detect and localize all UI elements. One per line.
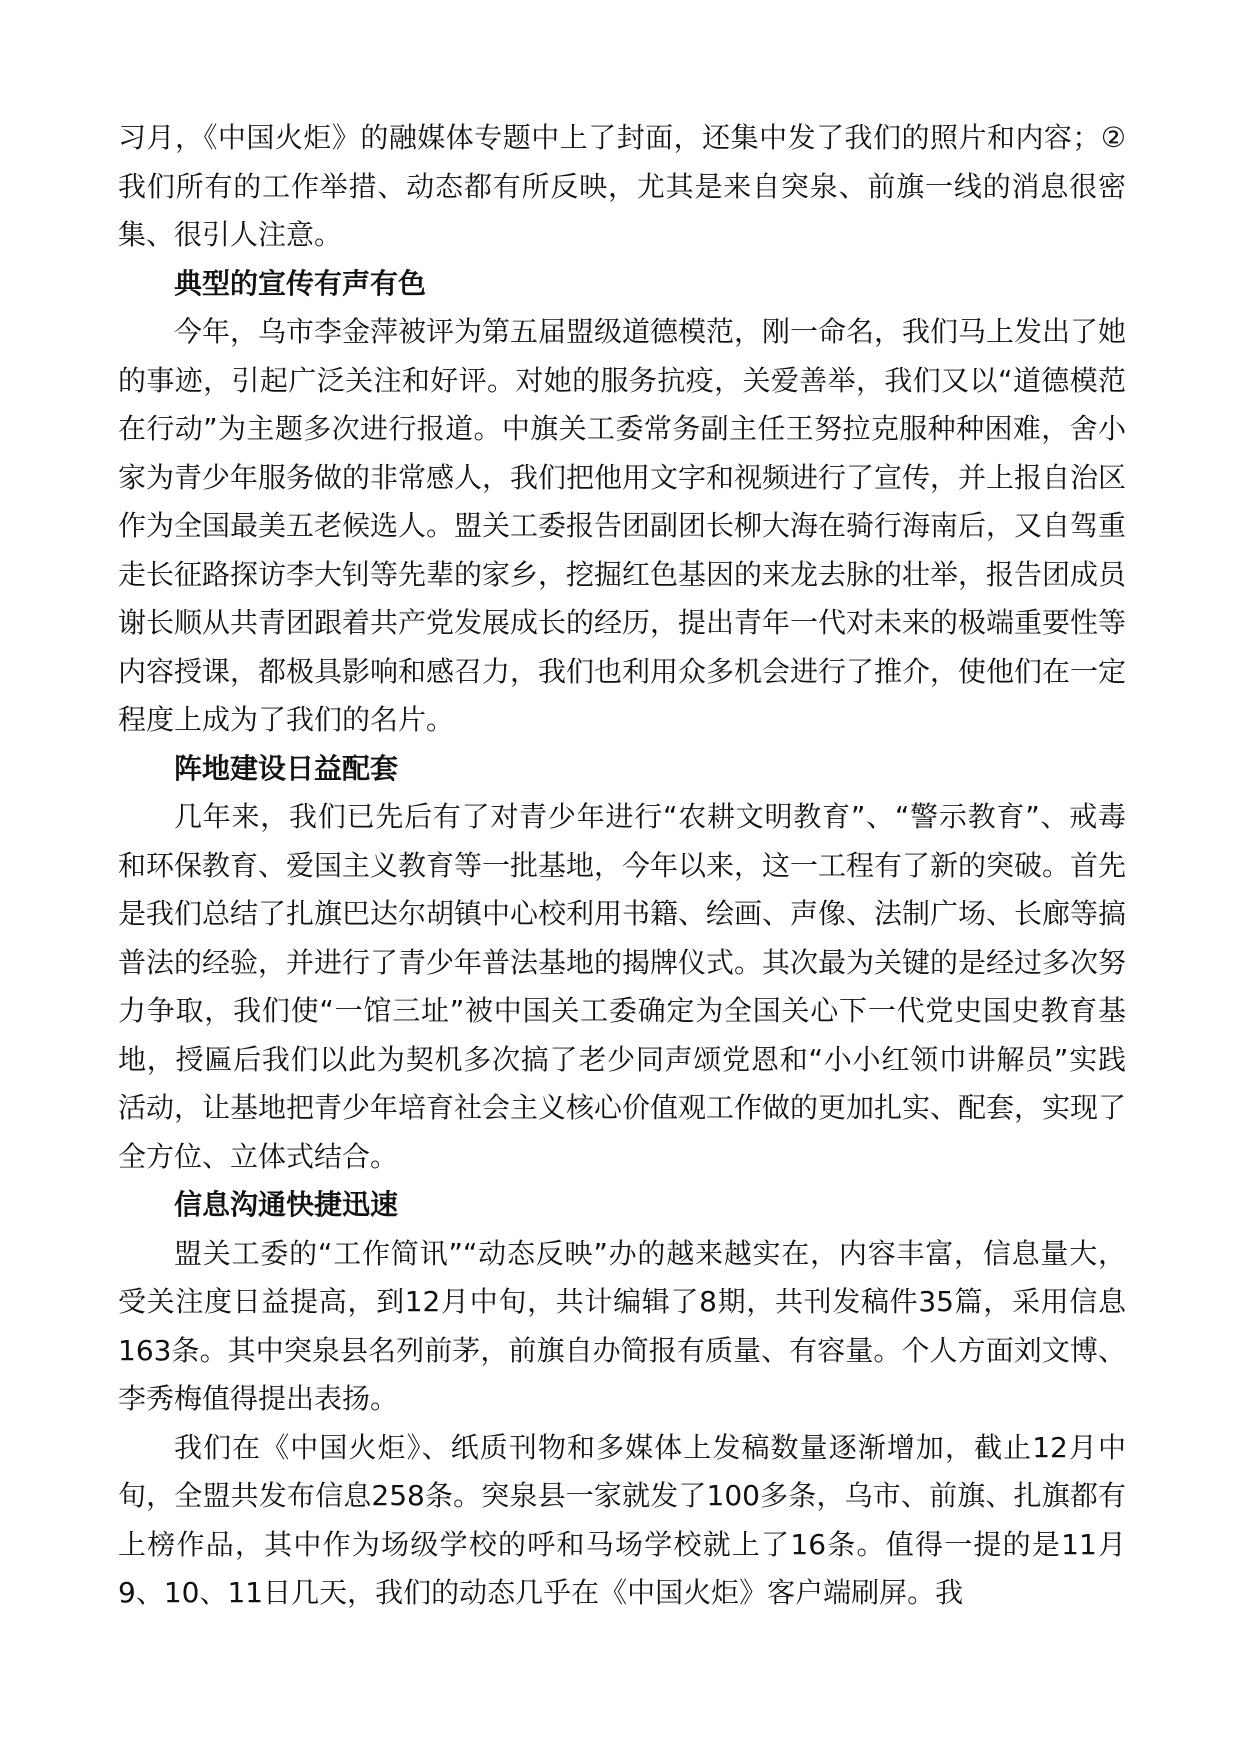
body-paragraph: 我们在《中国火炬》、纸质刊物和多媒体上发稿数量逐渐增加，截止12月中旬，全盟共发布信息258条。突泉县一家就发了100多条，乌市、前旗、扎旗都有上榜作品，其中作为场级学校的呼和马场学校就上了16条。值得一提的是11月9、10、11日几天，我们的动态几乎在《中国火炬》客户端刷屏。我 (118, 1430, 1126, 1609)
section-heading: 典型的宣传有声有色 (174, 266, 427, 300)
section-heading: 阵地建设日益配套 (174, 751, 399, 785)
body-paragraph: 盟关工委的“工作简讯”“动态反映”办的越来越实在，内容丰富，信息量大，受关注度日益提高，到12月中旬，共计编辑了8期，共刊发稿件35篇，采用信息163条。其中突泉县名列前茅，前旗自办简报有质量、有容量。个人方面刘文博、李秀梅值得提出表扬。 (118, 1236, 1126, 1415)
body-paragraph: 几年来，我们已先后有了对青少年进行“农耕文明教育”、“警示教育”、戒毒和环保教育、爱国主义教育等一批基地，今年以来，这一工程有了新的突破。首先是我们总结了扎旗巴达尔胡镇中心校利用书籍、绘画、声像、法制广场、长廊等搞普法的经验，并进行了青少年普法基地的揭牌仪式。其次最为关键的是经过多次努力争取，我们使“一馆三址”被中国关工委确定为全国关心下一代党史国史教育基地，授匾后我们以此为契机多次搞了老少同声颂党恩和“小小红领巾讲解员”实践活动，让基地把青少年培育社会主义核心价值观工作做的更加扎实、配套，实现了全方位、立体式结合。 (118, 800, 1127, 1173)
document-page (118, 114, 1126, 1618)
body-paragraph: 习月，《中国火炬》的融媒体专题中上了封面，还集中发了我们的照片和内容；②我们所有的工作举措、动态都有所反映，尤其是来自突泉、前旗一线的消息很密集、很引人注意。 (118, 121, 1126, 251)
section-heading: 信息沟通快捷迅速 (174, 1188, 399, 1221)
body-paragraph: 今年，乌市李金萍被评为第五届盟级道德模范，刚一命名，我们马上发出了她的事迹，引起广泛关注和好评。对她的服务抗疫，关爱善举，我们又以“道德模范在行动”为主题多次进行报道。中旗关工委常务副主任王努拉克服种种困难，舍小家为青少年服务做的非常感人，我们把他用文字和视频进行了宣传，并上报自治区作为全国最美五老候选人。盟关工委报告团副团长柳大海在骑行海南后，又自驾重走长征路探访李大钊等先辈的家乡，挖掘红色基因的来龙去脉的壮举，报告团成员谢长顺从共青团跟着共产党发展成长的经历，提出青年一代对未来的极端重要性等内容授课，都极具影响和感召力，我们也利用众多机会进行了推介，使他们在一定程度上成为了我们的名片。 (118, 315, 1127, 736)
